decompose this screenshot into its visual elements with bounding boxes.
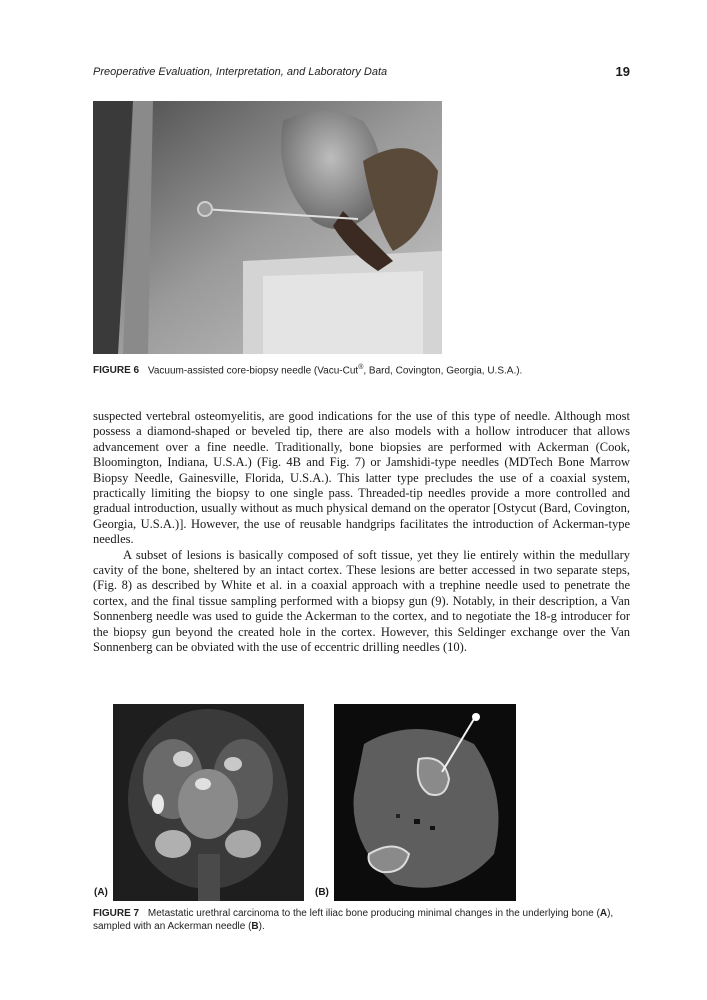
figure-6-caption-text: Vacuum-assisted core-biopsy needle (Vacu-Cut <box>147 365 359 377</box>
figure-7a-mri-image <box>113 704 304 901</box>
figure-6-caption-text-end: , Bard, Covington, Georgia, U.S.A.). <box>363 365 523 377</box>
figure-7-caption-mid: ), sampled with an Ackerman needle ( <box>93 908 614 932</box>
page-number: 19 <box>615 64 630 79</box>
figure-7-label: FIGURE 7 <box>93 908 140 919</box>
paragraph-2: A subset of lesions is basically composed of soft tissue, yet they lie entirely within the medullary cavity of the bone, sheltered by an intact cortex. These lesions are better accessed in two separate steps, (Fig. 8) as described by White et al. in a coaxial approach with a trephine needle used to penetrate the cortex, and the final tissue sampling performed with a biopsy gun (9). Notably, in their description, a Van Sonnenberg needle was used to guide the Ackerman to the cortex, and to negotiate the 18-g introducer for the biopsy gun beyond the created hole in the cortex. However, this Seldinger exchange over the Van Sonnenberg can be obviated with the use of eccentric drilling needles (10). <box>93 547 630 655</box>
figure-7-ref-b: B <box>251 921 259 932</box>
running-head: Preoperative Evaluation, Interpretation, and Laboratory Data <box>93 66 388 78</box>
paragraph-1: suspected vertebral osteomyelitis, are good indications for the use of this type of needle. Although most possess a diamond-shaped or beveled tip, there are also models with a hollow introducer that allows advancement over a fine needle. Traditionally, bone biopsies are performed with Ackerman (Cook, Bloomington, Indiana, U.S.A.) (Fig. 4B and Fig. 7) or Jamshidi-type needles (MDTech Bone Marrow Biopsy Needle, Gainesville, Florida, U.S.A.). This latter type precludes the use of a coaxial system, practically limiting the biopsy to one single pass. Threaded-tip needles provide a more controlled and gradual introduction, usually without as much physical demand on the operator [Ostycut (Bard, Covington, Georgia, U.S.A.)]. However, the use of reusable handgrips facilitates the introduction of Ackerman-type needles. <box>93 409 630 547</box>
figure-7-ref-a: A <box>599 908 608 919</box>
figure-6-label: FIGURE 6 <box>93 365 140 377</box>
panel-label-b: (B) <box>315 887 329 898</box>
figure-7-caption-text: Metastatic urethral carcinoma to the left iliac bone producing minimal changes in the underlying bone ( <box>147 908 600 919</box>
panel-label-a: (A) <box>94 887 108 898</box>
figure-7-caption-end: ). <box>258 921 265 932</box>
registered-mark: ® <box>358 364 364 371</box>
figure-6-photo <box>93 101 442 354</box>
figure-7b-ct-image <box>334 704 516 901</box>
body-text <box>93 409 630 656</box>
figure-7-caption <box>93 907 633 933</box>
figure-6-caption <box>93 361 633 377</box>
